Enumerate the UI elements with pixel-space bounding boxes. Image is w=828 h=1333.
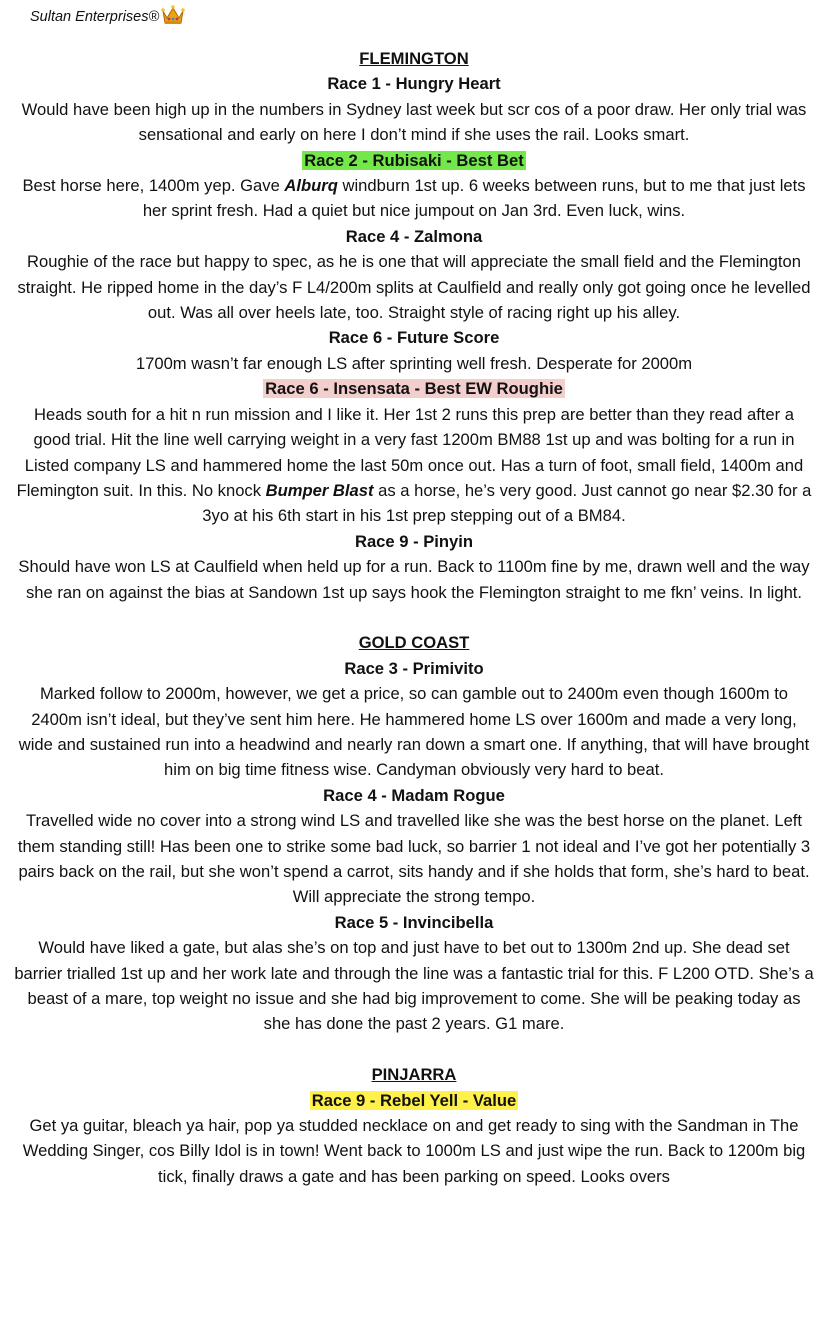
comment-text: as a horse, he’s very good. Just cannot go near $2.30 for a 3yo at his 6th start in his 1st prep stepping out of a BM84.: [202, 480, 812, 526]
section-spacer: [14, 605, 814, 630]
race-comment: Would have been high up in the numbers in Sydney last week but scr cos of a poor draw. Her only trial was sensational and early on here I don’t mind if she uses the rail. Looks smart.: [21, 99, 807, 145]
race-title: Race 3 - Primivito: [344, 658, 484, 678]
race-comment: Would have liked a gate, but alas she’s on top and just have to bet out to 1300m 2nd up. She dead set barrier trialled 1st up and her work late and through the line was a fantastic trial for this. F L200 OTD. She’s a beast of a mare, top weight no issue and she had big improvement to come. She will be peaking today as she has done the past 2 years. G1 mare.: [14, 938, 814, 1034]
race-comment: 1700m wasn’t far enough LS after sprinting well fresh. Desperate for 2000m: [135, 353, 693, 373]
venue-heading: FLEMINGTON: [359, 49, 469, 68]
best-bet-highlight: Race 2 - Rubisaki - Best Bet: [304, 150, 524, 170]
race-comment: [14, 402, 814, 529]
race-title: Race 9 - Pinyin: [354, 531, 474, 551]
race-title-best-ew-roughie: [14, 376, 814, 401]
comment-text: Best horse here, 1400m yep. Gave: [22, 176, 285, 196]
best-ew-roughie-highlight: Race 6 - Insensata - Best EW Roughie: [265, 379, 563, 399]
race-title-value: [14, 1088, 814, 1113]
venue-heading: PINJARRA: [371, 1065, 457, 1085]
race-comment: Travelled wide no cover into a strong wind LS and travelled like she was the best horse on the planet. Left them standing still! Has been one to strike some bad luck, so barrier 1 not ideal and I’ve got her potentially 3 pairs back on the rail, but she won’t spend a carrot, sits handy and if she holds that form, she’s hard to beat. Will appreciate the strong tempo.: [17, 811, 811, 907]
venue-heading: GOLD COAST: [358, 633, 470, 653]
crown-icon: [161, 4, 185, 26]
brand-name: Sultan Enterprises®: [30, 9, 160, 25]
section-flemington: [14, 46, 814, 605]
comment-text: windburn 1st up. 6 weeks between runs, but to me that just lets her sprint fresh. Had a quiet but nice jumpout on Jan 3rd. Even luck, wins.: [142, 176, 806, 221]
race-comment: Marked follow to 2000m, however, we get a price, so can gamble out to 2400m even though 1600m to 2400m isn’t ideal, but they’ve sent him here. He hammered home LS over 1600m and made a very long, wide and sustained run into a headwind and nearly ran down a smart one. If anything, that will have brought him on big time fitness wise. Candyman obviously very hard to beat.: [18, 684, 810, 780]
race-title: Race 6 - Future Score: [328, 328, 500, 348]
race-title: Race 4 - Zalmona: [345, 226, 483, 246]
race-comment: Get ya guitar, bleach ya hair, pop ya studded necklace on and get ready to sing with the Sandman in The Wedding Singer, cos Billy Idol is in town! Went back to 1000m LS and just wipe the run. Back to 1200m big tick, finally draws a gate and has been parking on speed. Looks overs: [22, 1116, 806, 1186]
brand-header: [30, 4, 185, 30]
race-comment: [14, 173, 814, 224]
race-title-best-bet: [14, 148, 814, 173]
horse-name-emphasis: Alburq: [284, 176, 338, 196]
section-spacer: [14, 1037, 814, 1062]
horse-name-emphasis: Bumper Blast: [265, 480, 374, 500]
race-comment: Should have won LS at Caulfield when held up for a run. Back to 1100m fine by me, drawn well and the way she ran on against the bias at Sandown 1st up says hook the Flemington straight to me fkn’ veins. In light.: [18, 557, 810, 602]
tips-document: [14, 46, 814, 1189]
comment-text: Heads south for a hit n run mission and I like it. Her 1st 2 runs this prep are better than they read after a good trial. Hit the line well carrying weight in a very fast 1200m BM88 1st up and was bolting for a run in Listed company LS and hammered home the last 50m once out. Has a turn of foot, small field, 1400m and Flemington suit. In this. No knock: [16, 404, 804, 500]
race-title: Race 5 - Invincibella: [334, 912, 494, 932]
race-title: Race 1 - Hungry Heart: [327, 74, 501, 94]
race-title: Race 4 - Madam Rogue: [323, 785, 505, 805]
section-gold-coast: [14, 630, 814, 1037]
value-highlight: Race 9 - Rebel Yell - Value: [311, 1090, 517, 1110]
section-pinjarra: [14, 1062, 814, 1189]
race-comment: Roughie of the race but happy to spec, as he is one that will appreciate the small field and the Flemington straight. He ripped home in the day’s F L4/200m splits at Caulfield and really only got going once he levelled out. Was all over heels late, too. Straight style of racing right up his alley.: [17, 252, 811, 323]
